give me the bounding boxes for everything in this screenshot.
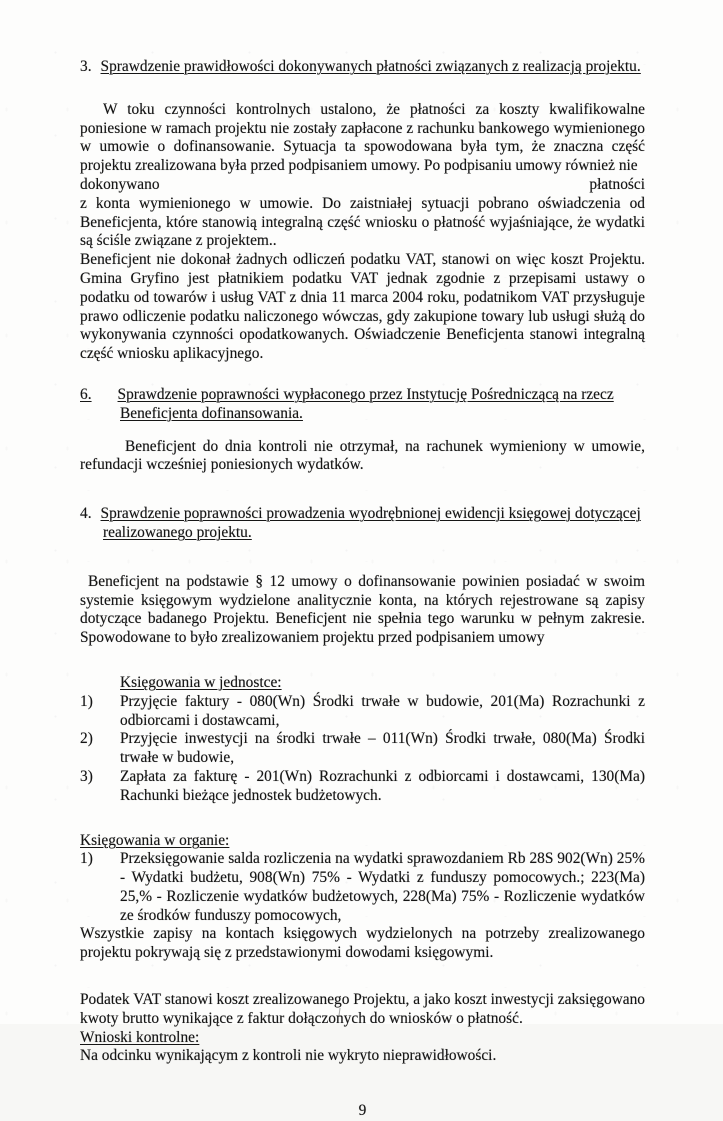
section-3-title: Sprawdzenie prawidłowości dokonywanych płatności związanych z realizacją projektu. <box>100 58 641 75</box>
list-item-text: Przyjęcie faktury - 080(Wn) Środki trwałe w budowie, 201(Ma) Rozrachunki z odbiorcami i dostawcami, <box>120 692 645 729</box>
subheading-jednostka-label: Księgowania w jednostce: <box>120 673 282 691</box>
section-3-heading <box>80 58 645 77</box>
gap-line-left: dokonywano <box>80 175 160 193</box>
list-item-number: 2) <box>80 730 93 748</box>
page-number: 9 <box>358 1102 367 1120</box>
subheading-ksiegowania-organ <box>80 832 645 851</box>
section-4-heading <box>80 505 645 543</box>
paragraph-conclusions: Na odcinku wynikającym z kontroli nie wykryto nieprawidłowości. <box>80 1047 497 1065</box>
paragraph-records-match: Wszystkie zapisy na kontach księgowych wydzielonych na potrzeby zrealizowanego projektu pokrywają się z przedstawionymi dowodami księgowymi. <box>80 925 645 962</box>
paragraph-vat-deduction: Beneficjent nie dokonał żadnych odliczeń podatku VAT, stanowi on więc koszt Projektu. Gmina Gryfino jest płatnikiem podatku VAT jednak zgodnie z przepisami ustawy o podatku od towarów i usług VAT z dnia 11 marca 2004 roku, podatnikom VAT przysługuje prawo odliczenie podatku naliczonego wówczas, gdy zakupione towary lub usługi służą do wykonywania czynności opodatkowanych. Oświadczenie Beneficjenta stanowi integralną część wniosku aplikacyjnego. <box>80 251 645 363</box>
subheading-wnioski-kontrolne <box>80 1029 645 1048</box>
list-item <box>80 730 645 768</box>
section-6-title: Sprawdzenie poprawności wypłaconego przez Instytucję Pośredniczącą na rzecz Beneficjenta dofinansowania. <box>117 385 614 422</box>
paragraph-vat-cost: Podatek VAT stanowi koszt zrealizowanego Projektu, a jako koszt inwestycji zaksięgowano kwoty brutto wynikające z faktur dołączonych do wniosków o płatność. <box>80 991 645 1027</box>
list-item-text: Przyjęcie inwestycji na środki trwałe – 011(Wn) Środki trwałe, 080(Ma) Środki trwałe w budowie, <box>120 730 645 767</box>
paragraph-refund: Beneficjent do dnia kontroli nie otrzymał, na rachunek wymieniony w umowie, refundacji wcześniej poniesionych wydatków. <box>80 437 645 474</box>
paragraph-payments-gap-line <box>80 176 645 195</box>
section-6-heading <box>80 386 645 424</box>
section-4-number: 4. <box>80 505 92 523</box>
paragraph-payments-2: z konta wymienionego w umowie. Do zaistniałej sytuacji pobrano oświadczenia od Beneficjenta, które stanowią integralną część wniosku o płatność wyjaśniające, że wydatki są ściśle związane z projektem.. <box>80 194 645 250</box>
list-item-number: 1) <box>80 692 93 710</box>
paragraph-payments-1: W toku czynności kontrolnych ustalono, że płatności za koszty kwalifikowalne poniesione w ramach projektu nie zostały zapłacone z rachunku bankowego wymienionego w umowie o dofinansowanie. Sytuacja ta spowodowana była tym, że znaczna część projektu zrealizowana była przed podpisaniem umowy. Po podpisaniu umowy również nie <box>80 100 645 175</box>
list-item <box>80 850 645 925</box>
section-4-title: Sprawdzenie poprawności prowadzenia wyodrębnionej ewidencji księgowej dotyczącej realizowanego projektu. <box>100 505 641 541</box>
list-item <box>80 768 645 806</box>
paragraph-accounting-system: Beneficjent na podstawie § 12 umowy o dofinansowanie powinien posiadać w swoim systemie księgowym wydzielone analitycznie konta, na których rejestrowane są zapisy dotyczące badanego Projektu. Beneficjent nie spełnia tego warunku w pełnym zakresie. Spowodowane to było zrealizowaniem projektu przed podpisaniem umowy <box>80 572 645 647</box>
gap-line-right: płatności <box>589 175 645 193</box>
list-item-text: Zapłata za fakturę - 201(Wn) Rozrachunki z odbiorcami i dostawcami, 130(Ma) Rachunki bieżące jednostek budżetowych. <box>120 767 645 804</box>
section-6-number: 6. <box>80 385 92 403</box>
list-item-number: 3) <box>80 767 93 785</box>
subheading-wnioski-label: Wnioski kontrolne: <box>80 1028 200 1046</box>
section-3-number: 3. <box>80 58 92 75</box>
subheading-organ-label: Księgowania w organie: <box>80 831 230 849</box>
list-item-text: Przeksięgowanie salda rozliczenia na wydatki sprawozdaniem Rb 28S 902(Wn) 25% - Wydatki budżetu, 908(Wn) 75% - Wydatki z funduszy pomocowych.; 223(Ma) 25,% - Rozliczenie wydatków budżetowych, 228(Ma) 75% - Rozliczenie wydatków ze środków funduszy pomocowych, <box>120 850 645 924</box>
list-item <box>80 693 645 731</box>
subheading-ksiegowania-jednostka <box>120 674 645 693</box>
list-item-number: 1) <box>80 850 93 868</box>
